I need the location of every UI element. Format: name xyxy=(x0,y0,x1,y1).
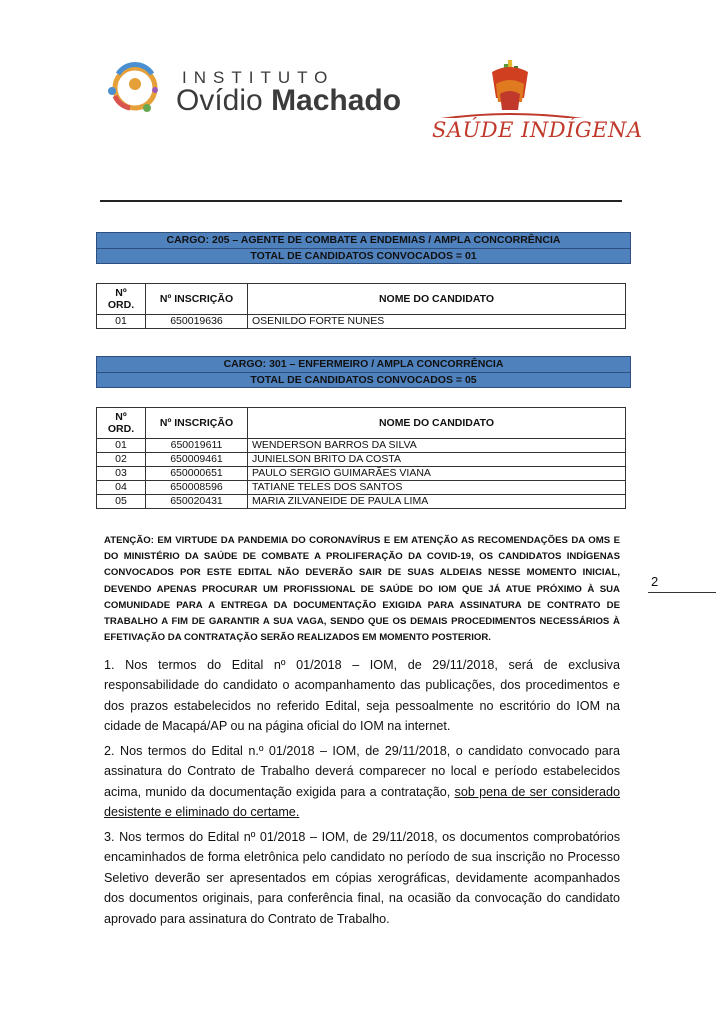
cell-inscricao: 650008596 xyxy=(146,481,248,495)
iom-logo-line1: INSTITUTO xyxy=(182,68,335,87)
saude-indigena-text: SAÚDE INDÍGENA xyxy=(432,118,643,142)
cell-inscricao: 650020431 xyxy=(146,495,248,509)
cell-nome: OSENILDO FORTE NUNES xyxy=(248,315,626,329)
table-row xyxy=(97,315,626,329)
table-row xyxy=(97,453,626,467)
cell-inscricao: 650019611 xyxy=(146,439,248,453)
col-header-inscricao: Nº INSCRIÇÃO xyxy=(146,284,248,315)
table-header-row xyxy=(97,284,626,315)
iom-logo-name xyxy=(176,84,401,118)
paragraph-2-text: 2. Nos termos do Edital n.º 01/2018 – IOM, de 29/11/2018, o candidato convocado para assinatura do Contrato de Trabalho deverá comparecer no local e período estabelecidos acima, munido da documentação exigida para a contratação, xyxy=(104,744,620,799)
cargo-header-301 xyxy=(96,356,631,388)
cargo-title: CARGO: 205 – AGENTE DE COMBATE A ENDEMIAS / AMPLA CONCORRÊNCIA xyxy=(166,234,561,246)
iom-logo-name-regular: Ovídio xyxy=(176,84,263,117)
iom-logo xyxy=(100,58,402,118)
iom-logo-name-bold: Machado xyxy=(271,84,402,117)
saude-indigena-logo xyxy=(430,58,643,158)
iom-emblem-icon xyxy=(100,60,170,116)
col-header-nome: NOME DO CANDIDATO xyxy=(248,284,626,315)
feather-headdress-icon xyxy=(430,58,595,118)
cell-nome: MARIA ZILVANEIDE DE PAULA LIMA xyxy=(248,495,626,509)
paragraph-1: 1. Nos termos do Edital nº 01/2018 – IOM, de 29/11/2018, será de exclusiva responsabilidade do candidato o acompanhamento das publicações, dos procedimentos e dos prazos estabelecidos no referido Edital, seja pessoalmente no escritório do IOM na cidade de Macapá/AP ou na página oficial do IOM na internet. xyxy=(104,658,620,734)
cell-ord: 05 xyxy=(97,495,146,509)
candidates-table-205 xyxy=(96,283,626,329)
col-header-nome: NOME DO CANDIDATO xyxy=(248,408,626,439)
cargo-total: TOTAL DE CANDIDATOS CONVOCADOS = 01 xyxy=(97,248,630,264)
cell-inscricao: 650000651 xyxy=(146,467,248,481)
paragraph-3: 3. Nos termos do Edital nº 01/2018 – IOM, de 29/11/2018, os documentos comprobatórios encaminhados de forma eletrônica pelo candidato no período de sua inscrição no Processo Seletivo deverão ser apresentados em cópias xerográficas, devidamente acompanhados dos documentos originais, para conferência final, na ocasião da convocação do candidato aprovado para assinatura do Contrato de Trabalho. xyxy=(104,830,620,926)
cargo-header-205 xyxy=(96,232,631,264)
table-row xyxy=(97,439,626,453)
table-row xyxy=(97,481,626,495)
atencao-notice: ATENÇÃO: EM VIRTUDE DA PANDEMIA DO CORONAVÍRUS E EM ATENÇÃO AS RECOMENDAÇÕES DA OMS E DO MINISTÉRIO DA SAÚDE DE COMBATE A PROLIFERAÇÃO DA COVID-19, OS CANDIDATOS INDÍGENAS CONVOCADOS POR ESTE EDITAL NÃO DEVERÃO SAIR DE SUAS ALDEIAS NESSE MOMENTO INICIAL, DEVENDO APENAS PROCURAR UM PROFISSIONAL DE SAÚDE DO IOM QUE JÁ ATUE PRÓXIMO À SUA COMUNIDADE PARA A ENTREGA DA DOCUMENTAÇÃO EXIGIDA PARA ASSINATURA DE CONTRATO DE TRABALHO A FIM DE GARANTIR A SUA VAGA, SENDO QUE OS DEMAIS PROCEDIMENTOS NECESSÁRIOS À EFETIVAÇÃO DA CONTRATAÇÃO SERÃO REALIZADOS EM MOMENTO POSTERIOR. xyxy=(104,535,620,644)
cell-inscricao: 650019636 xyxy=(146,315,248,329)
cell-ord: 01 xyxy=(97,315,146,329)
cell-nome: TATIANE TELES DOS SANTOS xyxy=(248,481,626,495)
page-number: 2 xyxy=(651,574,659,589)
cell-nome: PAULO SERGIO GUIMARÃES VIANA xyxy=(248,467,626,481)
candidates-table-301 xyxy=(96,407,626,509)
col-header-ord: Nº ORD. xyxy=(97,408,146,439)
cell-inscricao: 650009461 xyxy=(146,453,248,467)
paragraph-2-penalty: sob pena de ser considerado desistente e eliminado do certame. xyxy=(104,784,620,820)
paragraph-2 xyxy=(104,741,620,823)
cell-nome: WENDERSON BARROS DA SILVA xyxy=(248,439,626,453)
col-header-inscricao: Nº INSCRIÇÃO xyxy=(146,408,248,439)
table-row xyxy=(97,467,626,481)
header-divider xyxy=(100,200,622,202)
col-header-ord: Nº ORD. xyxy=(97,284,146,315)
cell-ord: 04 xyxy=(97,481,146,495)
cell-nome: JUNIELSON BRITO DA COSTA xyxy=(248,453,626,467)
cell-ord: 01 xyxy=(97,439,146,453)
table-row xyxy=(97,495,626,509)
cargo-title: CARGO: 301 – ENFERMEIRO / AMPLA CONCORRÊNCIA xyxy=(223,358,504,370)
page-number-rule xyxy=(648,592,716,593)
table-header-row xyxy=(97,408,626,439)
cell-ord: 02 xyxy=(97,453,146,467)
cargo-total: TOTAL DE CANDIDATOS CONVOCADOS = 05 xyxy=(97,372,630,388)
cell-ord: 03 xyxy=(97,467,146,481)
